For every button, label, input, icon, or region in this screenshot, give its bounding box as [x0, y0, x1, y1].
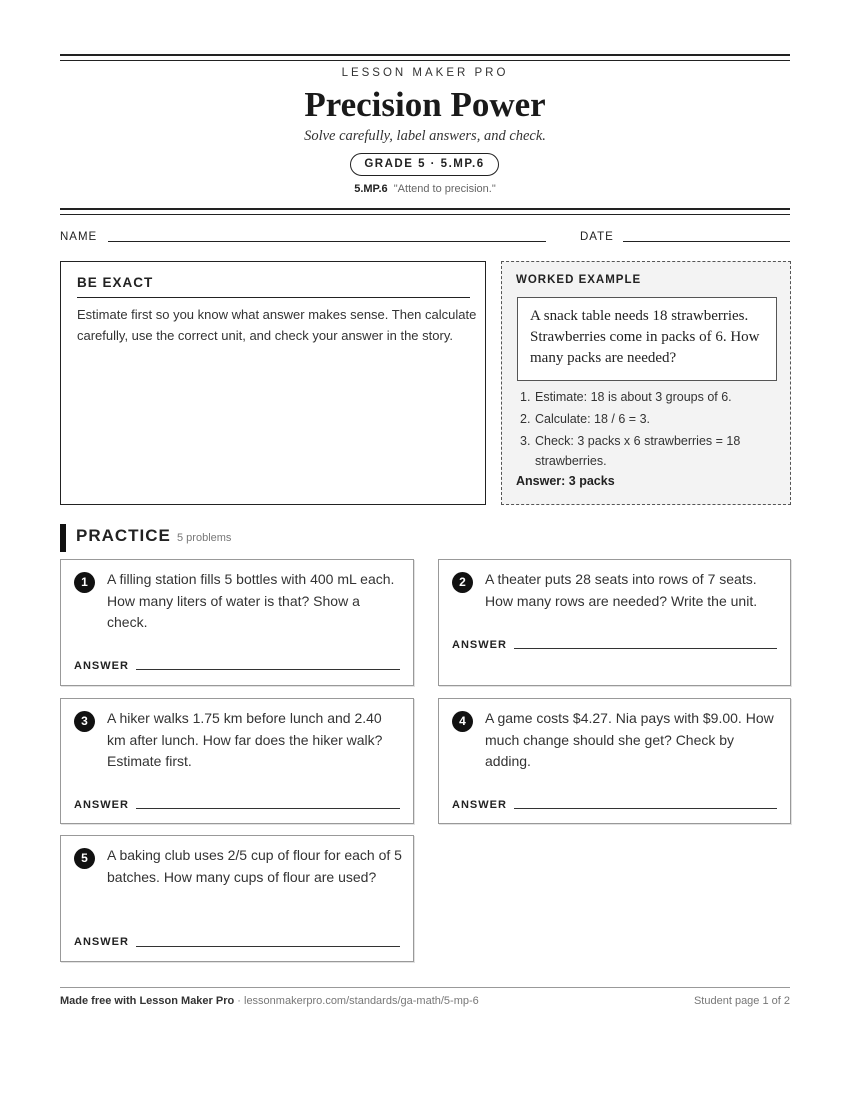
- problem-card-1: [60, 559, 414, 686]
- header-bottom-double-rule: [60, 208, 790, 215]
- worked-example-heading: WORKED EXAMPLE: [516, 274, 642, 286]
- worked-example-answer: Answer: 3 packs: [516, 474, 615, 488]
- problem-text: A hiker walks 1.75 km before lunch and 2.40 km after lunch. How far does the hiker walk? Estimate first.: [107, 710, 383, 769]
- problem-number-badge: 5: [74, 848, 95, 869]
- problem-card-3: [60, 698, 414, 824]
- step-number: 1.: [520, 390, 531, 404]
- worked-example-box: [501, 261, 791, 505]
- footer-credit: [60, 995, 479, 1007]
- footer-divider: [60, 987, 790, 988]
- footer-made-with: Made free with Lesson Maker Pro: [60, 995, 235, 1007]
- practice-accent-bar: [60, 524, 66, 552]
- problem-text: A filling station fills 5 bottles with 400 mL each. How many liters of water is that? Show a check.: [107, 571, 395, 630]
- name-label: NAME: [60, 231, 98, 243]
- top-double-rule: [60, 54, 790, 61]
- date-label: DATE: [580, 231, 614, 243]
- footer-url-link[interactable]: lessonmakerpro.com/standards/ga-math/5-mp-6: [244, 995, 479, 1007]
- standard-code: 5.MP.6: [354, 183, 388, 195]
- worked-example-steps: [516, 387, 781, 473]
- problem-text: A theater puts 28 seats into rows of 7 seats. How many rows are needed? Write the unit.: [485, 571, 758, 609]
- be-exact-heading: BE EXACT: [77, 275, 470, 298]
- step-number: 2.: [520, 412, 531, 426]
- answer-line-1[interactable]: [136, 669, 400, 670]
- problem-number-badge: 4: [452, 711, 473, 732]
- step-text: Calculate: 18 / 6 = 3.: [535, 412, 651, 426]
- page-subtitle: Solve carefully, label answers, and check.: [304, 128, 546, 144]
- answer-label: ANSWER: [74, 936, 129, 948]
- footer-separator: ·: [234, 995, 244, 1007]
- problem-text: A baking club uses 2/5 cup of flour for each of 5 batches. How many cups of flour are used?: [107, 847, 402, 885]
- step-number: 3.: [520, 434, 531, 448]
- standard-line: [60, 183, 790, 195]
- answer-line-2[interactable]: [514, 648, 777, 649]
- grade-badge: GRADE 5 · 5.MP.6: [350, 153, 499, 176]
- worked-step: [516, 409, 781, 429]
- answer-label: ANSWER: [74, 799, 129, 811]
- problem-number-badge: 1: [74, 572, 95, 593]
- problem-text: A game costs $4.27. Nia pays with $9.00. How much change should she get? Check by adding.: [485, 710, 774, 769]
- be-exact-body: Estimate first so you know what answer makes sense. Then calculate carefully, use the correct unit, and check your answer in the story.: [77, 307, 477, 343]
- problem-number-badge: 3: [74, 711, 95, 732]
- page-title: Precision Power: [304, 85, 546, 124]
- problem-card-2: [438, 559, 791, 686]
- step-text: Check: 3 packs x 6 strawberries = 18 strawberries.: [535, 434, 741, 468]
- standard-quote: "Attend to precision.": [393, 183, 496, 195]
- answer-label: ANSWER: [452, 639, 507, 651]
- practice-count: 5 problems: [177, 532, 232, 544]
- answer-line-5[interactable]: [136, 946, 400, 947]
- worked-example-scenario: A snack table needs 18 strawberries. Strawberries come in packs of 6. How many packs are needed?: [517, 297, 777, 381]
- be-exact-box: [60, 261, 486, 505]
- answer-label: ANSWER: [74, 660, 129, 672]
- date-field[interactable]: [623, 241, 790, 242]
- answer-label: ANSWER: [452, 799, 507, 811]
- name-field[interactable]: [108, 241, 546, 242]
- answer-line-4[interactable]: [514, 808, 777, 809]
- brand-name: LESSON MAKER PRO: [341, 67, 509, 79]
- problem-card-4: [438, 698, 791, 824]
- problem-number-badge: 2: [452, 572, 473, 593]
- practice-heading: PRACTICE: [76, 526, 171, 545]
- worked-step: [516, 431, 781, 471]
- worked-step: [516, 387, 781, 407]
- step-text: Estimate: 18 is about 3 groups of 6.: [535, 390, 732, 404]
- answer-line-3[interactable]: [136, 808, 400, 809]
- problem-card-5: [60, 835, 414, 962]
- footer-page-number: Student page 1 of 2: [693, 995, 790, 1007]
